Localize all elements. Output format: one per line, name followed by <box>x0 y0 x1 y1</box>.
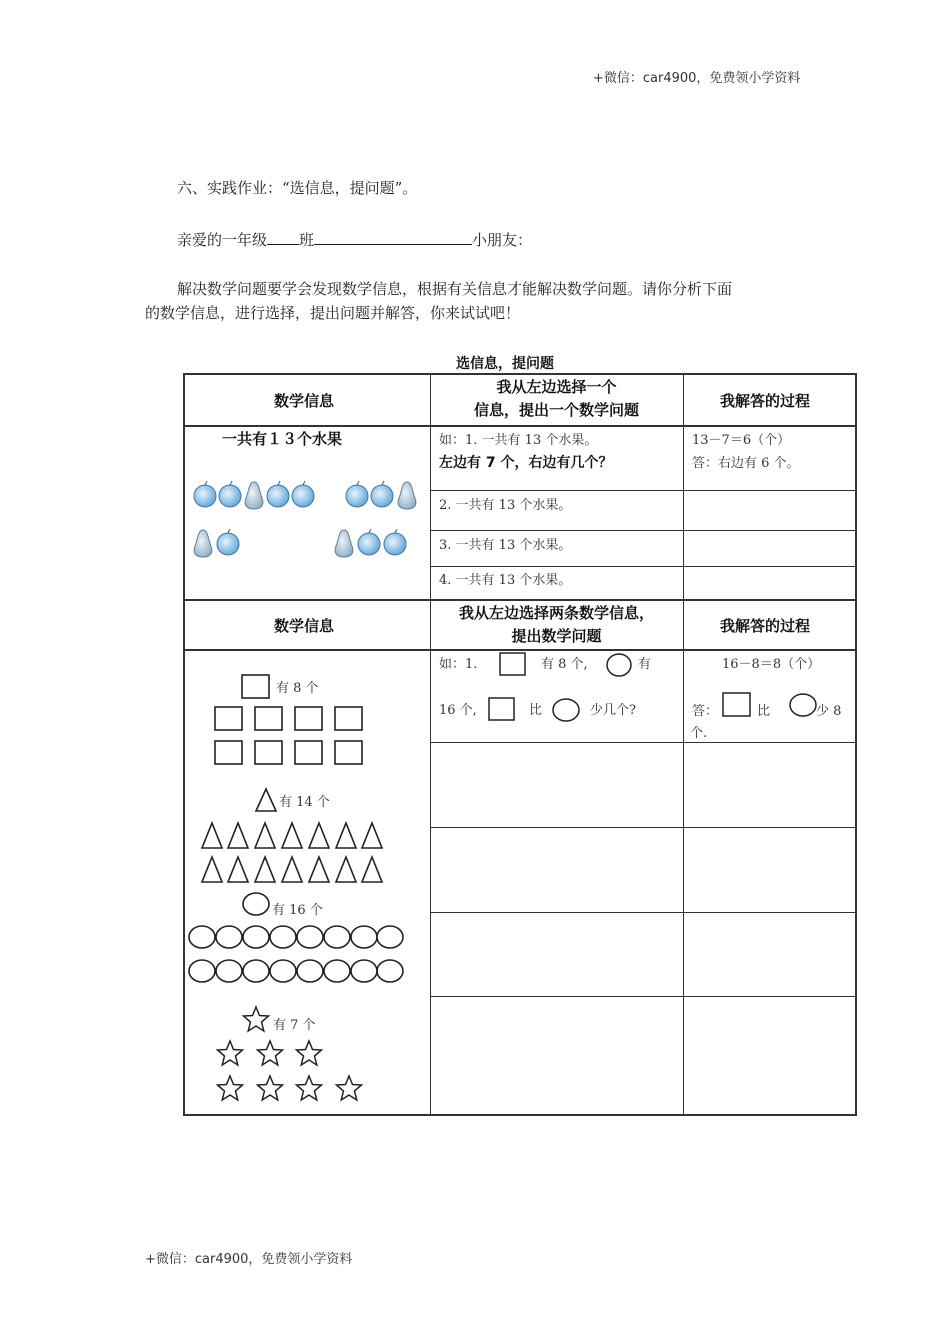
triangle-icon <box>362 857 382 882</box>
intro-line-1: 解决数学问题要学会发现数学信息，根据有关信息才能解决数学问题。请你分析下面 <box>177 280 733 298</box>
stars-group <box>214 1038 370 1106</box>
triangle-icon <box>309 857 329 882</box>
example-a-prefix: 答： <box>692 704 719 719</box>
part2-col2-header <box>430 602 683 648</box>
circle-icon <box>216 926 242 948</box>
footer-note: +微信：car4900，免费领小学资料 <box>145 1252 353 1267</box>
apple-icon <box>371 481 393 507</box>
star-icon <box>258 1041 283 1065</box>
part1-row2-question: 2. 一共有 13 个水果。 <box>439 498 572 513</box>
class-blank[interactable] <box>267 228 299 245</box>
square-icon <box>488 697 516 722</box>
circle-icon <box>605 652 633 678</box>
section-title: 六、实践作业：“选信息，提问题”。 <box>177 179 418 197</box>
circle-icon <box>551 697 581 724</box>
answer-cell-solution-4[interactable] <box>685 914 855 995</box>
square-icon <box>499 652 527 677</box>
example-q-has: 有 <box>638 657 652 672</box>
apple-icon <box>358 529 380 555</box>
part1-col2-header-line1: 我从左边选择一个 <box>496 378 617 396</box>
triangle-icon <box>202 823 222 848</box>
triangles-group <box>200 820 386 886</box>
pear-icon <box>335 530 353 557</box>
square-icon <box>255 741 282 764</box>
part1-row1-question: 如：1. 一共有 13 个水果。 <box>439 433 598 448</box>
circles-info: 有 16 个 <box>272 903 323 918</box>
circle-icon <box>243 960 269 982</box>
star-icon <box>337 1076 362 1100</box>
triangle-icon <box>255 823 275 848</box>
triangle-icon <box>336 823 356 848</box>
example-a-ge: 个. <box>690 726 708 741</box>
square-icon <box>215 741 242 764</box>
apple-icon <box>346 481 368 507</box>
circle-icon <box>270 960 296 982</box>
square-icon <box>255 707 282 730</box>
circle-icon <box>788 692 818 718</box>
apple-icon <box>292 481 314 507</box>
triangles-info: 有 14 个 <box>279 795 330 810</box>
apple-icon <box>219 481 241 507</box>
triangle-icon <box>309 823 329 848</box>
answer-cell-solution-2[interactable] <box>685 744 855 826</box>
answer-cell-solution-3[interactable] <box>685 829 855 911</box>
square-icon <box>335 741 362 764</box>
class-label: 班 <box>299 231 315 249</box>
part1-row4-question: 4. 一共有 13 个水果。 <box>439 573 572 588</box>
part1-row1-question-line2: 左边有 7 个，右边有几个？ <box>439 455 613 471</box>
square-icon <box>215 707 242 730</box>
fruit-info: 一共有１３个水果 <box>222 430 343 448</box>
example-q-prefix: 如：1. <box>439 657 478 672</box>
circle-icon <box>351 926 377 948</box>
circle-icon <box>377 926 403 948</box>
example-q-has8: 有 8 个, <box>541 657 588 672</box>
greeting <box>177 228 532 252</box>
square-icon <box>240 673 272 701</box>
square-icon <box>335 707 362 730</box>
circle-icon <box>297 926 323 948</box>
part1-row3-question: 3. 一共有 13 个水果。 <box>439 538 572 553</box>
example-a-bi: 比 <box>757 704 771 719</box>
apple-icon <box>217 529 239 555</box>
star-icon <box>297 1041 322 1065</box>
stars-info: 有 7 个 <box>273 1018 316 1033</box>
header-note: +微信：car4900，免费领小学资料 <box>593 71 801 86</box>
triangle-icon <box>228 823 248 848</box>
star-icon <box>218 1076 243 1100</box>
circles-group <box>187 923 405 987</box>
triangle-icon <box>254 787 278 813</box>
circle-icon <box>270 926 296 948</box>
star-icon <box>258 1076 283 1100</box>
star-icon <box>241 1005 271 1033</box>
triangle-icon <box>202 857 222 882</box>
part2-col2-header-line1: 我从左边选择两条数学信息， <box>458 604 654 622</box>
pear-icon <box>398 482 416 509</box>
triangle-icon <box>228 857 248 882</box>
example-q-less: 少几个? <box>590 703 636 718</box>
answer-cell-question-2[interactable] <box>432 744 682 826</box>
star-icon <box>297 1076 322 1100</box>
pear-icon <box>245 482 263 509</box>
name-blank[interactable] <box>314 228 472 245</box>
example-a-equation: 16－8＝8（个） <box>722 657 821 672</box>
star-icon <box>218 1041 243 1065</box>
square-icon <box>295 741 322 764</box>
circle-icon <box>241 891 271 917</box>
apple-icon <box>384 529 406 555</box>
triangle-icon <box>362 823 382 848</box>
greeting-suffix: 小朋友： <box>472 231 533 249</box>
circle-icon <box>324 926 350 948</box>
circle-icon <box>297 960 323 982</box>
part1-col2-header-line2: 信息，提出一个数学问题 <box>473 401 639 419</box>
answer-cell-question-3[interactable] <box>432 829 682 911</box>
apple-icon <box>194 481 216 507</box>
square-icon <box>295 707 322 730</box>
answer-cell-solution-5[interactable] <box>685 998 855 1113</box>
example-q-16: 16 个, <box>439 703 477 718</box>
circle-icon <box>189 960 215 982</box>
apple-icon <box>267 481 289 507</box>
part1-col2-header <box>430 376 683 422</box>
worksheet-title: 选信息，提问题 <box>456 356 554 372</box>
greeting-prefix: 亲爱的一年级 <box>177 231 268 249</box>
part1-col3-header: 我解答的过程 <box>720 392 811 410</box>
triangle-icon <box>282 857 302 882</box>
triangle-icon <box>336 857 356 882</box>
example-q-bi: 比 <box>529 703 543 718</box>
part2-col3-header: 我解答的过程 <box>720 617 811 635</box>
part2-col2-header-line2: 提出数学问题 <box>511 627 602 645</box>
intro-line-2: 的数学信息，进行选择，提出问题并解答，你来试试吧！ <box>145 304 521 322</box>
part1-col1-header: 数学信息 <box>274 392 335 410</box>
circle-icon <box>243 926 269 948</box>
part1-row1-answer: 13－7＝6（个） <box>692 433 791 448</box>
pear-icon <box>194 530 212 557</box>
circle-icon <box>351 960 377 982</box>
fruit-illustration <box>190 478 425 560</box>
answer-cell-question-4[interactable] <box>432 914 682 995</box>
circle-icon <box>324 960 350 982</box>
triangle-icon <box>255 857 275 882</box>
circle-icon <box>189 926 215 948</box>
squares-info: 有 8 个 <box>276 681 319 696</box>
square-icon <box>722 692 752 718</box>
circle-icon <box>377 960 403 982</box>
circle-icon <box>216 960 242 982</box>
answer-cell-question-5[interactable] <box>432 998 682 1113</box>
part2-col1-header: 数学信息 <box>274 617 335 635</box>
part1-row1-answer-line2: 答：右边有 6 个。 <box>692 456 800 471</box>
triangle-icon <box>282 823 302 848</box>
example-a-less: 少 8 <box>816 704 842 719</box>
squares-group <box>212 704 372 768</box>
